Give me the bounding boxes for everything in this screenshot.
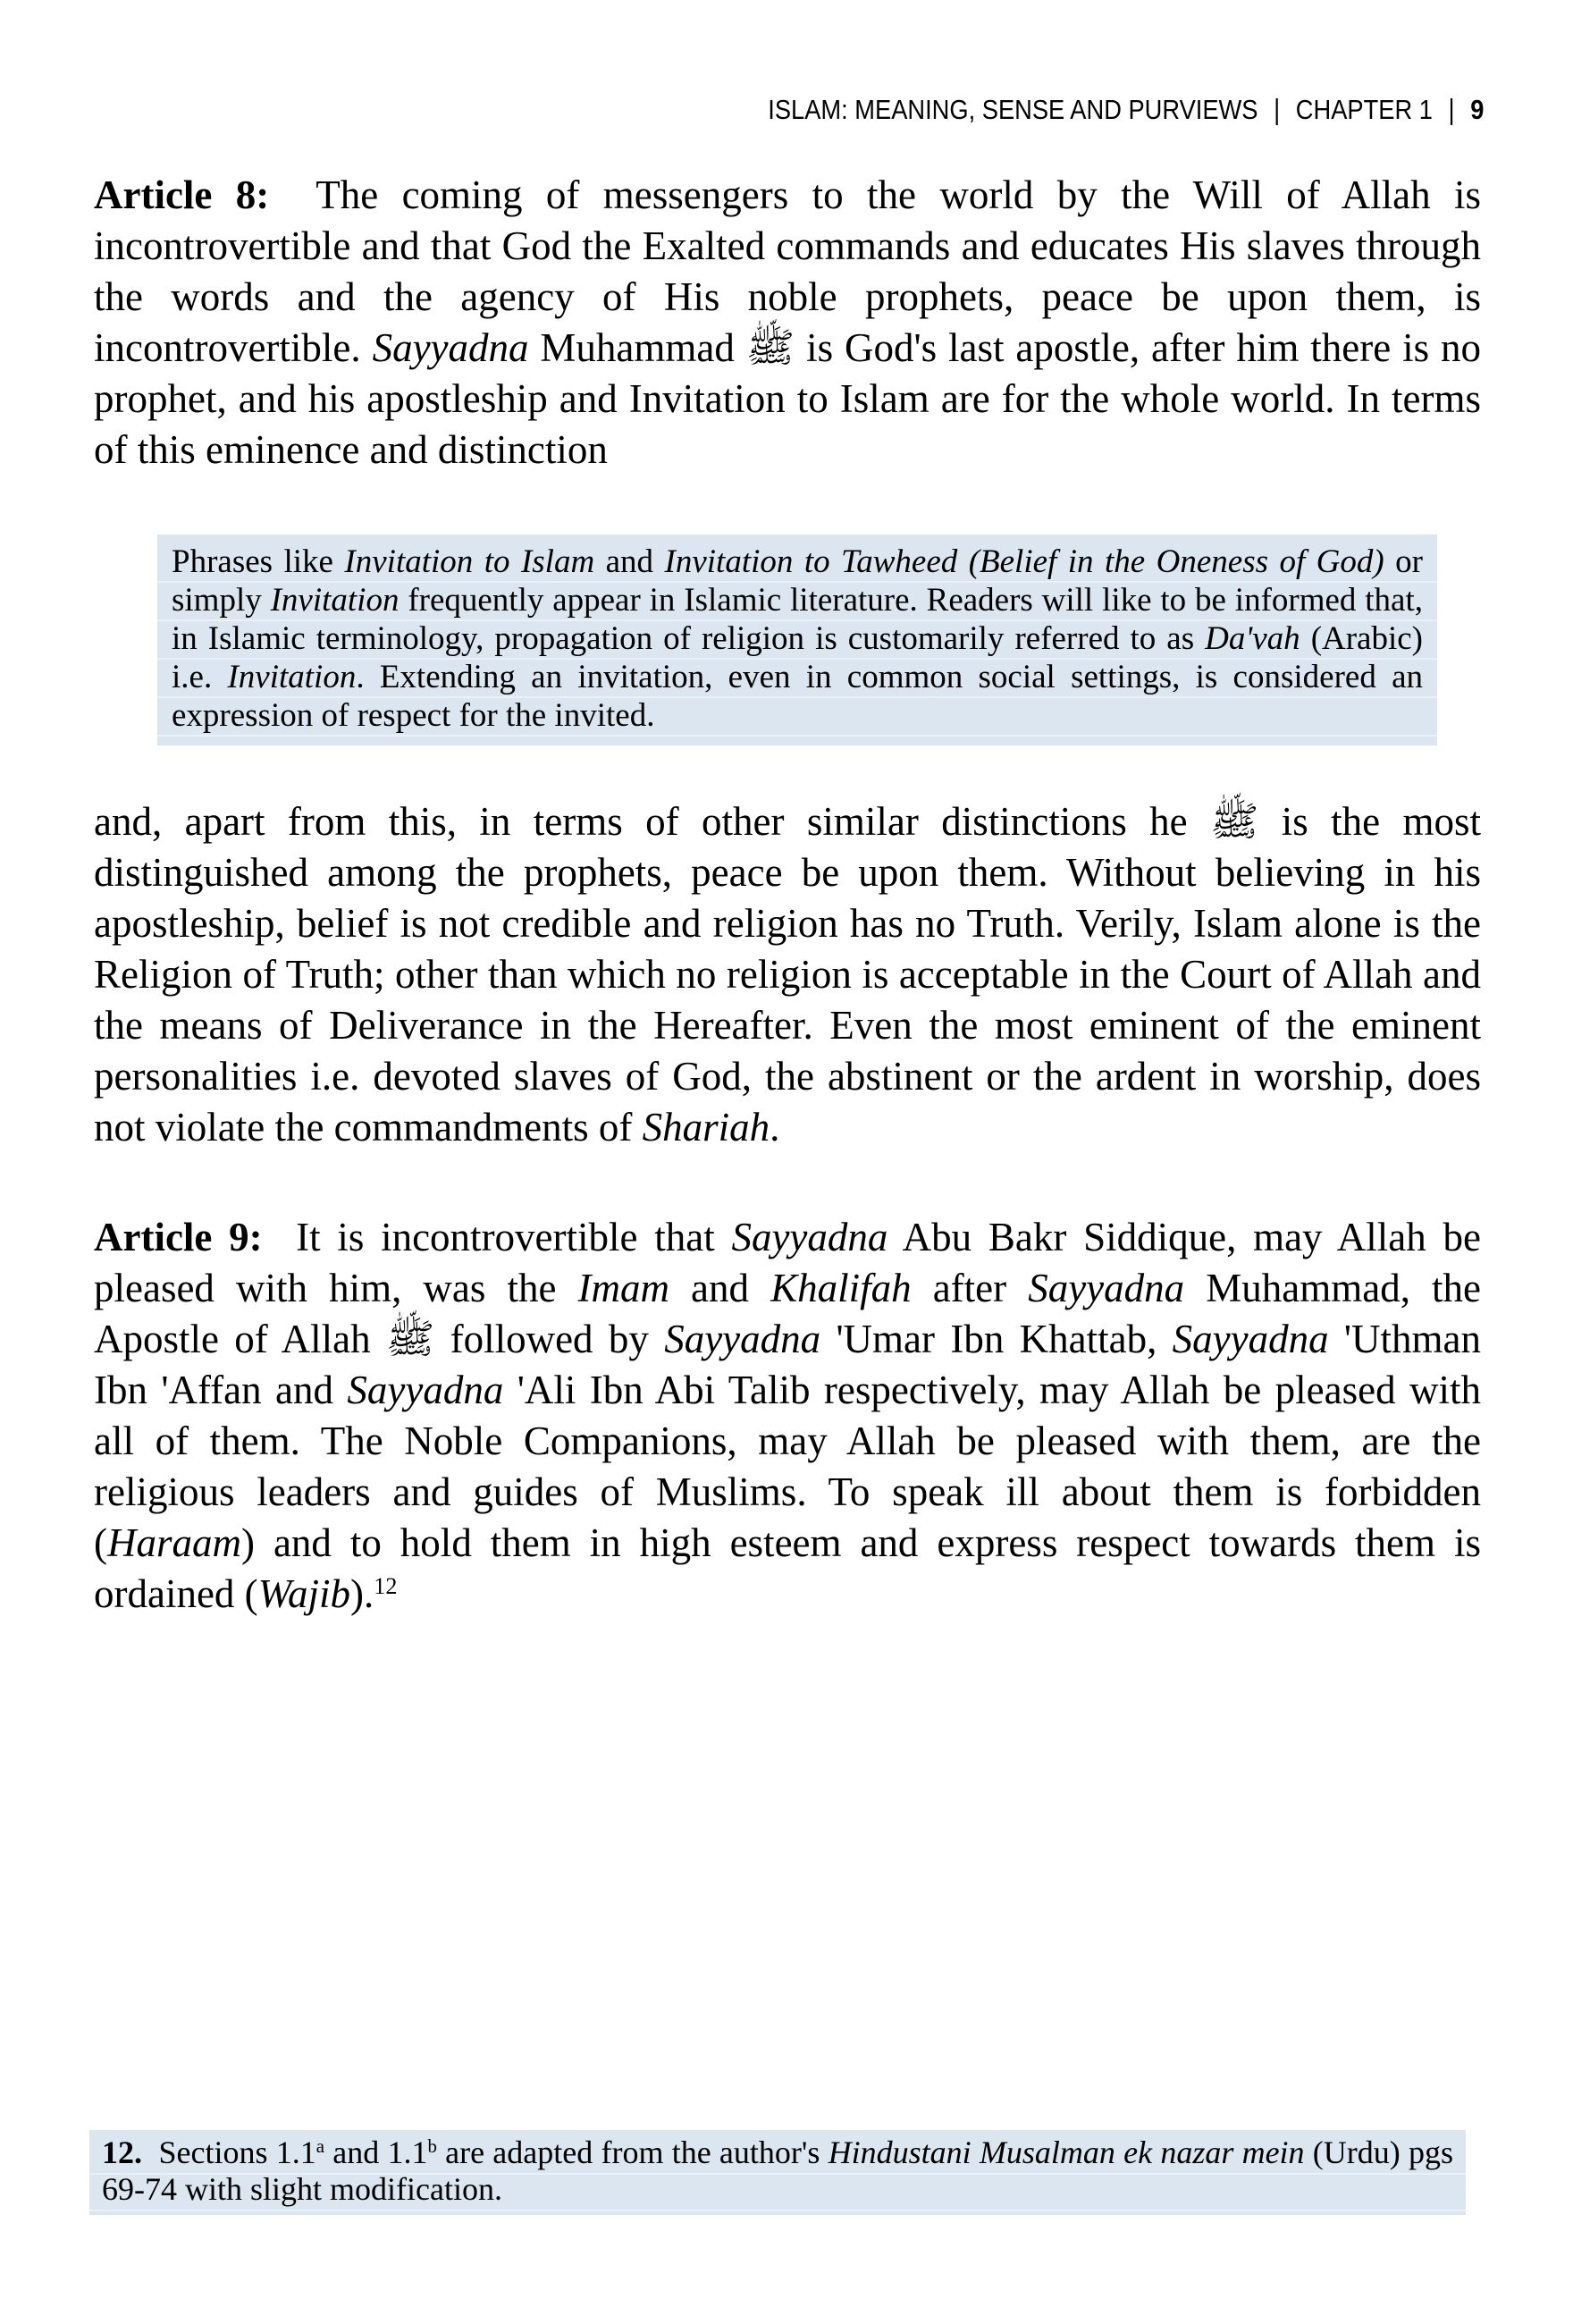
continuation-paragraph: and, apart from this, in terms of other similar distinctions he ﷺ is the most distinguished among the prophets, peace be upon them. Without believing in his apostleship, belief is not credible and religion has no Truth. Verily, Islam alone is the Religion of Truth; other than which no religion is acceptable in the Court of Allah and the means of Deliverance in the Hereafter. Even the most eminent of the eminent personalities i.e. devoted slaves of God, the abstinent or the ardent in worship, does not violate the commandments of Shariah. <box>94 799 1481 1149</box>
inline-note-box: Phrases like Invitation to Islam and Invitation to Tawheed (Belief in the Oneness of God) or simply Invitation frequently appear in Islamic literature. Readers will like to be informed that, in Islamic terminology, propagation of religion is customarily referred to as Da'vah (Arabic) i.e. Invitation. Extending an invitation, even in common social settings, is considered an expression of respect for the invited. <box>157 535 1437 745</box>
footnote-12: 12. Sections 1.1$^a$ and 1.1$^b$ are adapted from the author's Hindustani Musalman ek nazar mein (Urdu) pgs 69-74 with slight modification. <box>89 2130 1466 2215</box>
chapter-label: CHAPTER 1 <box>1295 94 1433 125</box>
article-9-paragraph: Article 9: It is incontrovertible that Sayyadna Abu Bakr Siddique, may Allah be pleased with him, was the Imam and Khalifah after Sayyadna Muhammad, the Apostle of Allah ﷺ followed by Sayyadna 'Umar Ibn Khattab, Sayyadna 'Uthman Ibn 'Affan and Sayyadna 'Ali Ibn Abi Talib respectively, may Allah be pleased with all of them. The Noble Companions, may Allah be pleased with them, are the religious leaders and guides of Muslims. To speak ill about them is forbidden (Haraam) and to hold them in high esteem and express respect towards them is ordained (Wajib).$^{12}$ <box>94 1215 1481 1616</box>
article-8-paragraph: Article 8: The coming of messengers to the world by the Will of Allah is incontrovertible and that God the Exalted commands and educates His slaves through the words and the agency of His noble prophets, peace be upon them, is incontrovertible. Sayyadna Muhammad ﷺ is God's last apostle, after him there is no prophet, and his apostleship and Invitation to Islam are for the whole world. In terms of this eminence and distinction <box>94 173 1482 472</box>
separator-bar: | <box>1273 93 1280 126</box>
page-number: 9 <box>1469 94 1484 125</box>
running-head <box>768 95 1484 125</box>
running-head-title: ISLAM: MEANING, SENSE AND PURVIEWS <box>767 94 1258 125</box>
page-body <box>94 170 1481 1620</box>
separator-bar: | <box>1448 93 1455 126</box>
